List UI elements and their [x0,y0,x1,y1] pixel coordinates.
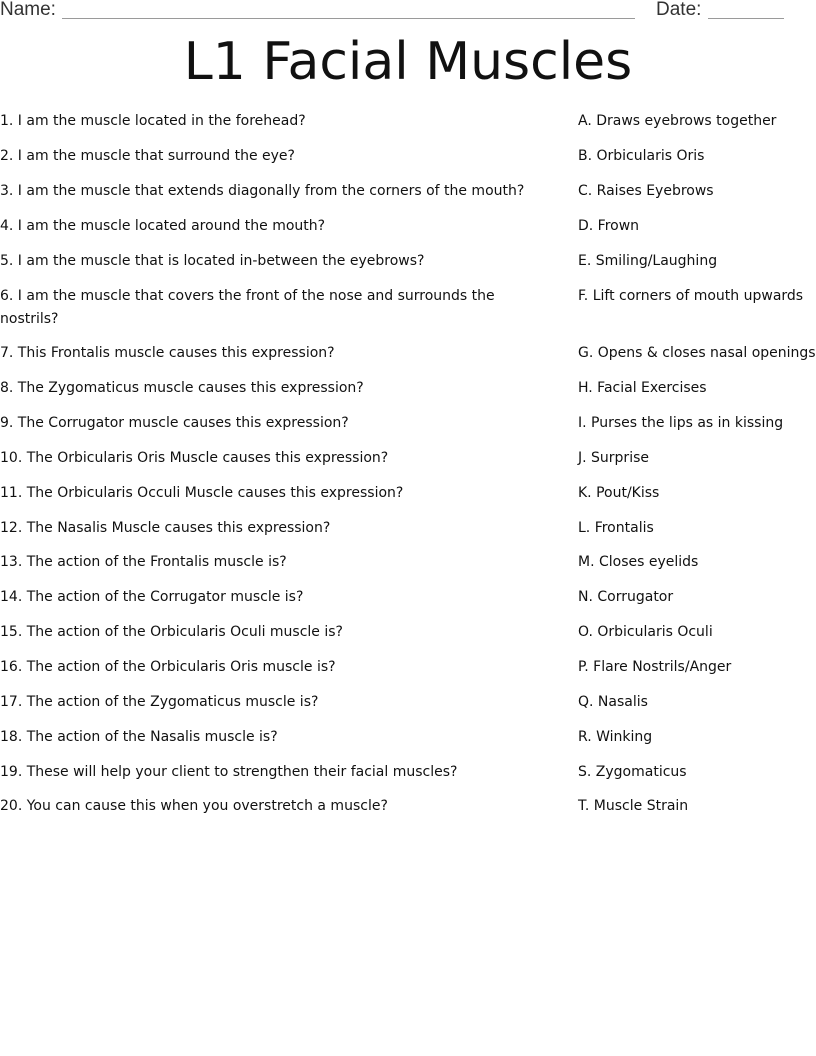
question-item: 8. The Zygomaticus muscle causes this expression? [0,380,364,396]
question-item: 6. I am the muscle that covers the front of the nose and surrounds the nostrils? [0,288,495,327]
question-item: 1. I am the muscle located in the forehead? [0,113,306,129]
question-item: 10. The Orbicularis Oris Muscle causes this expression? [0,450,389,466]
answer-item: R. Winking [578,729,653,745]
page-title: L1 Facial Muscles [183,32,633,92]
answer-item: E. Smiling/Laughing [578,253,718,269]
question-item: 7. This Frontalis muscle causes this expression? [0,345,335,361]
date-field[interactable] [708,18,784,19]
question-item: 15. The action of the Orbicularis Oculi muscle is? [0,624,343,640]
answer-item: T. Muscle Strain [578,798,689,814]
answer-item: J. Surprise [578,450,649,466]
answer-item: C. Raises Eyebrows [578,183,714,199]
question-item: 17. The action of the Zygomaticus muscle is? [0,694,319,710]
question-item: 3. I am the muscle that extends diagonally from the corners of the mouth? [0,183,525,199]
question-item: 18. The action of the Nasalis muscle is? [0,729,278,745]
question-item: 2. I am the muscle that surround the eye? [0,148,295,164]
answer-item: O. Orbicularis Oculi [578,624,713,640]
question-item: 20. You can cause this when you overstretch a muscle? [0,798,388,814]
question-item: 13. The action of the Frontalis muscle is? [0,554,287,570]
question-item: 19. These will help your client to strengthen their facial muscles? [0,764,458,780]
answer-item: N. Corrugator [578,589,674,605]
answer-item: L. Frontalis [578,520,654,536]
answer-item: D. Frown [578,218,640,234]
question-item: 9. The Corrugator muscle causes this expression? [0,415,349,431]
answer-item: Q. Nasalis [578,694,648,710]
worksheet-header [0,0,816,24]
question-item: 11. The Orbicularis Occuli Muscle causes this expression? [0,485,404,501]
question-item: 4. I am the muscle located around the mouth? [0,218,326,234]
question-item: 16. The action of the Orbicularis Oris muscle is? [0,659,336,675]
answer-item: G. Opens & closes nasal openings [578,345,816,361]
answer-item: H. Facial Exercises [578,380,707,396]
answer-item: I. Purses the lips as in kissing [578,415,784,431]
answer-item: K. Pout/Kiss [578,485,660,501]
answer-item: P. Flare Nostrils/Anger [578,659,732,675]
date-label: Date: [656,0,702,20]
answer-item: A. Draws eyebrows together [578,113,777,129]
answer-item: B. Orbicularis Oris [578,148,705,164]
question-item: 14. The action of the Corrugator muscle is? [0,589,304,605]
name-field[interactable] [62,18,635,19]
answer-item: F. Lift corners of mouth upwards [578,288,804,304]
question-item: 12. The Nasalis Muscle causes this expression? [0,520,331,536]
question-item: 5. I am the muscle that is located in-between the eyebrows? [0,253,425,269]
name-label: Name: [0,0,56,20]
answer-item: S. Zygomaticus [578,764,687,780]
answer-item: M. Closes eyelids [578,554,699,570]
